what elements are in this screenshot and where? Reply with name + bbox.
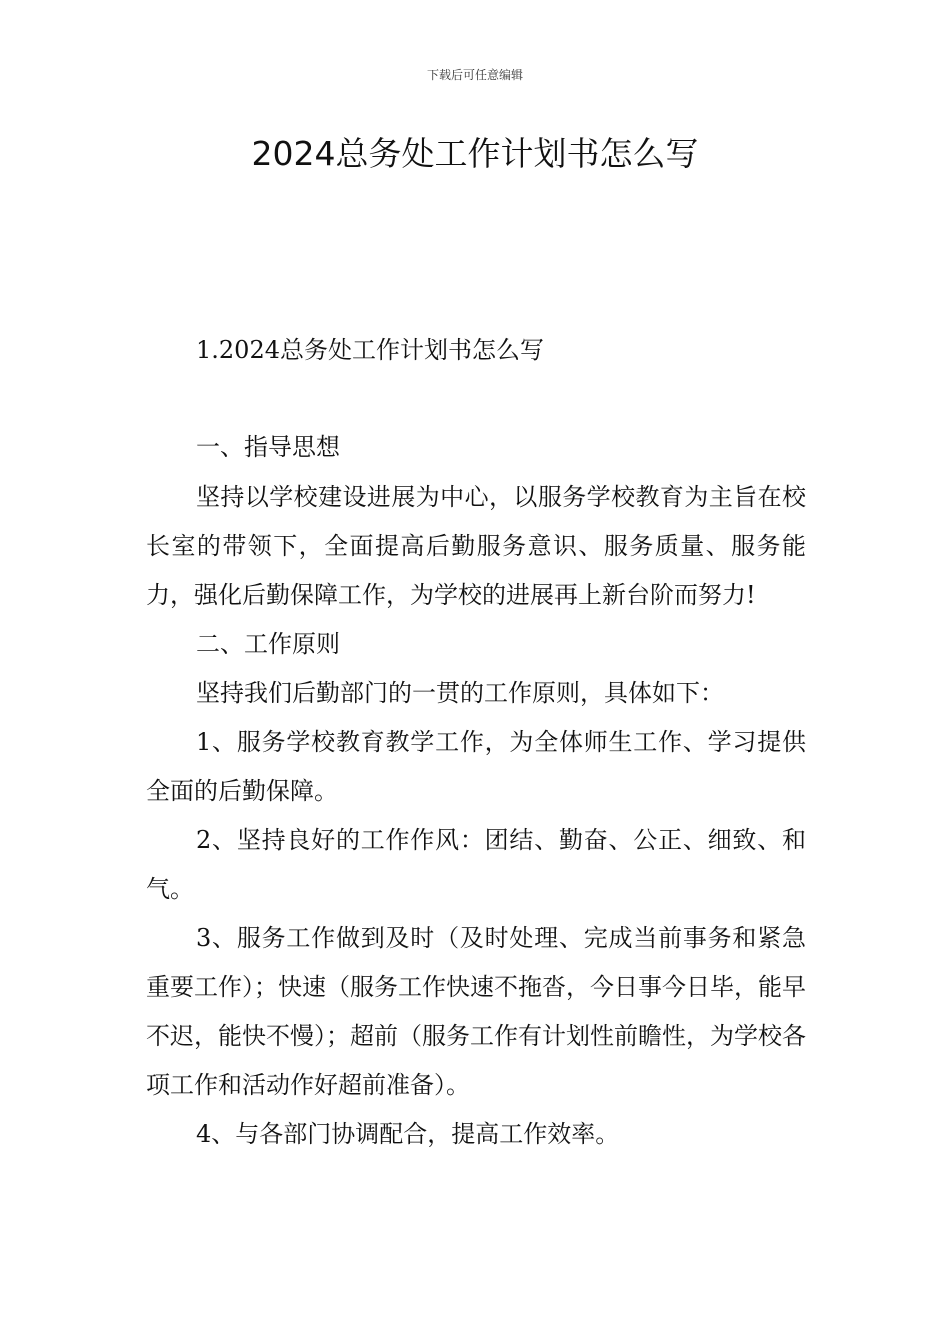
paragraph-group <box>146 473 806 1159</box>
header-note: 下载后可任意编辑 <box>426 68 523 82</box>
section-subtitle: 1.2024总务处工作计划书怎么写 <box>196 336 544 364</box>
document-title: 2024总务处工作计划书怎么写 <box>251 134 699 173</box>
list-item-principle-3: 3、服务工作做到及时（及时处理、完成当前事务和紧急重要工作）；快速（服务工作快速不拖沓，今日事今日毕，能早不迟，能快不慢）；超前（服务工作有计划性前瞻性，为学校各项工作和活动作好超前准备）。 <box>146 924 806 1099</box>
section-heading-work-principles: 二、工作原则 <box>196 630 340 658</box>
section-heading-guiding-ideology: 一、指导思想 <box>196 433 340 461</box>
list-item-principle-4: 4、与各部门协调配合，提高工作效率。 <box>196 1120 620 1148</box>
list-item-principle-2: 2、坚持良好的工作作风：团结、勤奋、公正、细致、和气。 <box>146 826 806 903</box>
list-item-principle-1: 1、服务学校教育教学工作，为全体师生工作、学习提供全面的后勤保障。 <box>146 728 806 805</box>
paragraph-guiding-ideology: 坚持以学校建设进展为中心，以服务学校教育为主旨在校长室的带领下，全面提高后勤服务意识、服务质量、服务能力，强化后勤保障工作，为学校的进展再上新台阶而努力! <box>146 483 806 609</box>
paragraph-principles-intro: 坚持我们后勤部门的一贯的工作原则，具体如下： <box>196 679 724 707</box>
